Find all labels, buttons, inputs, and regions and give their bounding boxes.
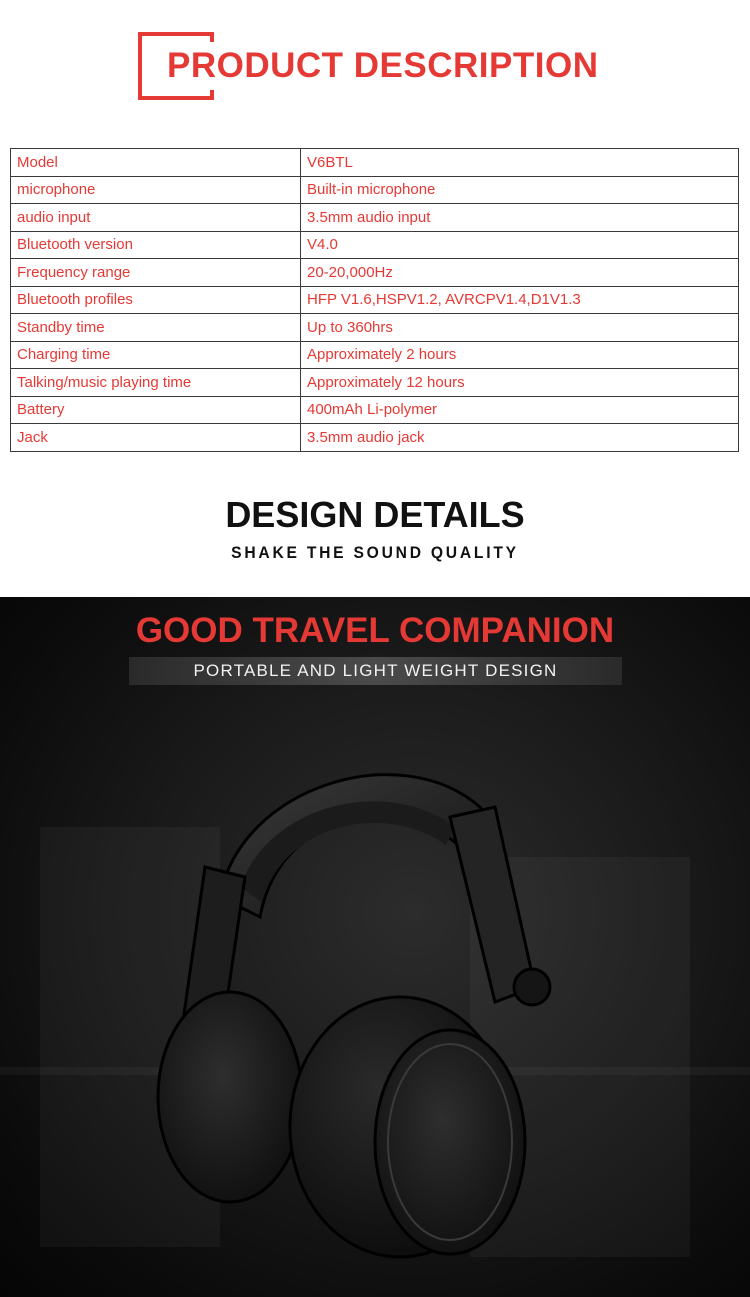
product-description-title: PRODUCT DESCRIPTION (167, 46, 599, 85)
spec-row (11, 396, 739, 424)
spec-value: 3.5mm audio jack (301, 424, 739, 452)
spec-label: Bluetooth profiles (11, 286, 301, 314)
spec-row (11, 204, 739, 232)
spec-value: 3.5mm audio input (301, 204, 739, 232)
spec-row (11, 314, 739, 342)
spec-label: Standby time (11, 314, 301, 342)
spec-label: Charging time (11, 341, 301, 369)
spec-row (11, 341, 739, 369)
spec-label: audio input (11, 204, 301, 232)
spec-value: V4.0 (301, 231, 739, 259)
spec-row (11, 259, 739, 287)
spec-table (10, 148, 739, 452)
spec-label: microphone (11, 176, 301, 204)
spec-value: 400mAh Li-polymer (301, 396, 739, 424)
spec-row (11, 424, 739, 452)
hero-subtitle-bar (129, 657, 622, 685)
spec-row (11, 286, 739, 314)
spec-value: Built-in microphone (301, 176, 739, 204)
spec-value: 20-20,000Hz (301, 259, 739, 287)
headphones-image (150, 747, 570, 1267)
spec-label: Battery (11, 396, 301, 424)
spec-label: Talking/music playing time (11, 369, 301, 397)
spec-label: Jack (11, 424, 301, 452)
spec-value: HFP V1.6,HSPV1.2, AVRCPV1.4,D1V1.3 (301, 286, 739, 314)
product-description-header (0, 0, 750, 130)
hero-section (0, 597, 750, 1297)
spec-value: V6BTL (301, 149, 739, 177)
spec-row (11, 176, 739, 204)
spec-label: Bluetooth version (11, 231, 301, 259)
design-details-title: DESIGN DETAILS (225, 494, 525, 535)
hero-subtitle: PORTABLE AND LIGHT WEIGHT DESIGN (193, 661, 558, 680)
spec-value: Approximately 2 hours (301, 341, 739, 369)
design-details-subtitle: SHAKE THE SOUND QUALITY (231, 543, 519, 562)
spec-label: Frequency range (11, 259, 301, 287)
spec-value: Up to 360hrs (301, 314, 739, 342)
spec-row (11, 231, 739, 259)
spec-value: Approximately 12 hours (301, 369, 739, 397)
spec-label: Model (11, 149, 301, 177)
hero-title: GOOD TRAVEL COMPANION (135, 611, 615, 650)
spec-row (11, 149, 739, 177)
spec-row (11, 369, 739, 397)
